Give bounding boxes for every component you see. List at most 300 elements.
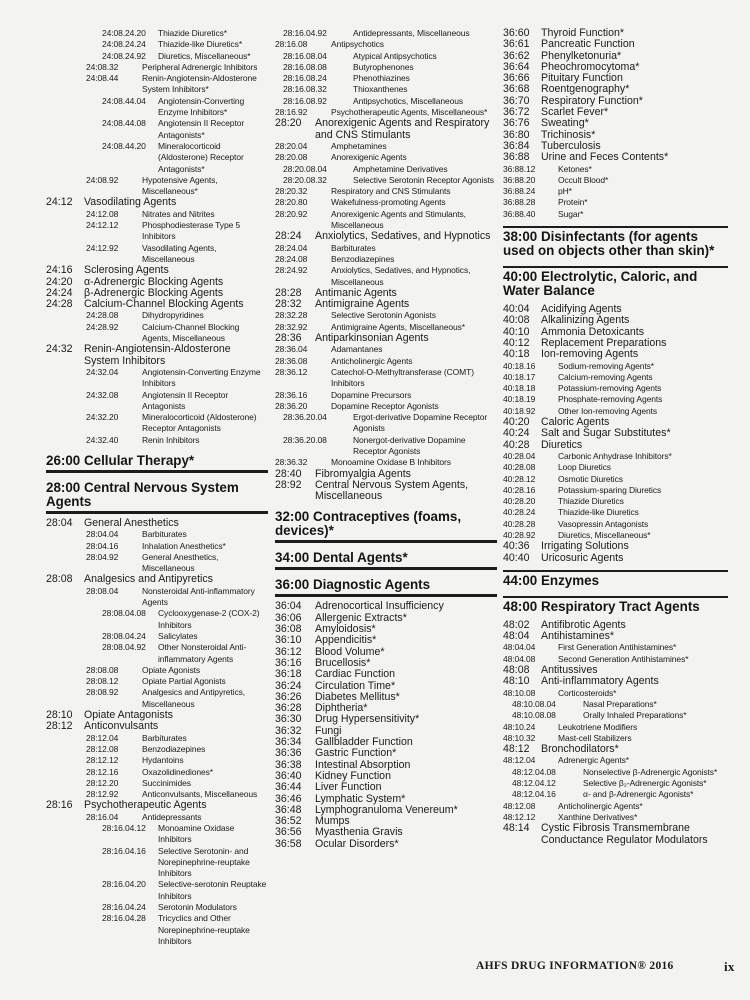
class-code: 40:24 — [503, 427, 530, 440]
toc-entry — [275, 647, 497, 658]
class-title: Anorexigenic Agents and Respiratory and CNS Stimulants — [315, 117, 490, 141]
class-code: 40:18.16 — [503, 360, 536, 371]
toc-entry — [503, 755, 728, 766]
class-code: 36:12 — [275, 645, 302, 658]
toc-entry — [46, 812, 268, 823]
toc-entry — [275, 186, 497, 197]
class-code: 40:18.18 — [503, 383, 536, 394]
class-code: 24:08.44.04 — [102, 95, 146, 106]
class-title: Butyrophenones — [353, 61, 414, 72]
toc-entry — [503, 620, 728, 631]
class-code: 40:18 — [503, 348, 530, 361]
toc-entry — [46, 541, 268, 552]
class-code: 28:24 — [275, 230, 302, 243]
class-code: 28:20 — [275, 117, 302, 130]
class-code: 48:12.04.12 — [512, 778, 556, 789]
class-title: Nasal Preparations* — [583, 698, 657, 709]
toc-entry — [46, 687, 268, 710]
class-title: Anticholinergic Agents — [331, 355, 413, 366]
toc-entry — [46, 28, 268, 39]
class-code: 36:30 — [275, 713, 302, 726]
class-title: General Anesthetics, Miscellaneous — [142, 551, 219, 574]
class-code: 40:18.17 — [503, 371, 536, 382]
class-code: 28:36.08 — [275, 355, 308, 366]
class-code: 24:08.44 — [86, 73, 119, 84]
class-title: Angiotensin II Receptor Antagonists* — [158, 118, 245, 140]
class-code: 48:02 — [503, 618, 530, 631]
class-code: 28:16.04.20 — [102, 879, 146, 890]
class-title: Dopamine Precursors — [331, 389, 412, 400]
class-code: 36:88 — [503, 151, 530, 164]
toc-entry — [46, 310, 268, 321]
class-code: 24:12.92 — [86, 242, 119, 253]
class-title: Angiotensin II Receptor Antagonists — [142, 389, 229, 411]
class-code: 48:10.32 — [503, 732, 536, 743]
class-code: 24:32.20 — [86, 412, 119, 423]
class-title: Gastric Function* — [315, 747, 397, 760]
class-title: Vasodilating Agents, Miscellaneous — [142, 242, 217, 264]
class-code: 28:08.04.08 — [102, 608, 146, 619]
class-title: Drug Hypersensitivity* — [315, 713, 420, 726]
class-code: 36:62 — [503, 49, 530, 62]
toc-entry — [46, 608, 268, 631]
class-title: Dopamine Receptor Agonists — [331, 400, 439, 411]
class-title: Catechol-O-Methyltransferase (COMT) Inhibitors — [331, 366, 474, 389]
class-code: 28:12.92 — [86, 789, 119, 800]
toc-entry — [275, 84, 497, 95]
class-code: 40:28.20 — [503, 496, 536, 507]
class-code: 36:72 — [503, 106, 530, 119]
toc-entry — [46, 552, 268, 575]
class-title: Hypotensive Agents, Miscellaneous* — [142, 174, 218, 197]
toc-entry — [503, 485, 728, 496]
toc-entry — [503, 96, 728, 107]
toc-entry — [275, 771, 497, 782]
toc-entry — [503, 541, 728, 552]
class-code: 48:10.08.08 — [512, 710, 556, 721]
page-footer — [476, 959, 735, 974]
toc-entry — [503, 519, 728, 530]
class-code: 24:32.08 — [86, 389, 119, 400]
class-title: Cyclooxygenase-2 (COX-2) Inhibitors — [158, 608, 260, 630]
class-title: Respiratory and CNS Stimulants — [331, 186, 451, 197]
class-code: 28:32.92 — [275, 321, 308, 332]
class-title: Caloric Agents — [541, 416, 610, 429]
class-title: α- and β-Adrenergic Agonists* — [583, 789, 694, 800]
class-title: Calcium-Channel Blocking Agents, Miscellaneous — [142, 321, 240, 344]
class-title: Tricyclics and Other Norepinephrine-reuptake Inhibitors — [158, 913, 250, 946]
class-title: Renin Inhibitors — [142, 434, 200, 445]
class-title: Serotonin Modulators — [158, 902, 237, 913]
toc-entry — [275, 333, 497, 344]
toc-entry — [275, 141, 497, 152]
toc-entry — [275, 344, 497, 355]
class-title: Diuretics — [541, 438, 583, 451]
class-code: 36:44 — [275, 781, 302, 794]
class-code: 28:16.04.92 — [283, 28, 327, 38]
class-code: 24:08.44.20 — [102, 140, 146, 151]
toc-entry — [503, 676, 728, 687]
class-code: 28:20.08.32 — [283, 174, 327, 185]
toc-entry — [275, 209, 497, 232]
class-code: 36:70 — [503, 94, 530, 107]
class-title: Amphetamines — [331, 140, 387, 151]
toc-entry — [503, 778, 728, 789]
class-title: Antihistamines* — [541, 630, 615, 643]
class-code: 28:08.04.92 — [102, 642, 146, 653]
toc-entry — [275, 254, 497, 265]
class-code: 28:08.04 — [86, 585, 119, 596]
class-title: Occult Blood* — [558, 174, 609, 185]
toc-entry — [503, 801, 728, 812]
class-code: 28:36.32 — [275, 457, 308, 468]
toc-entry — [275, 635, 497, 646]
class-title: Diphtheria* — [315, 702, 368, 715]
class-title: Opiate Partial Agonists — [142, 676, 226, 687]
class-code: 40:28.12 — [503, 473, 536, 484]
class-title: Tuberculosis — [541, 139, 601, 152]
class-title: Mineralocorticoid (Aldosterone) Receptor Antagonists — [142, 412, 257, 434]
toc-entry — [503, 394, 728, 405]
class-title: Selective Serotonin Agonists — [331, 310, 436, 321]
class-code: 36:88.28 — [503, 197, 536, 208]
toc-entry — [503, 688, 728, 699]
class-code: 28:24.92 — [275, 265, 308, 276]
class-code: 24:32.40 — [86, 434, 119, 445]
toc-entry — [46, 243, 268, 266]
class-code: 48:08 — [503, 664, 530, 677]
class-title: Cystic Fibrosis Transmembrane Conductance Regulator Modulators — [541, 822, 708, 846]
class-code: 48:04 — [503, 630, 530, 643]
toc-entry — [275, 152, 497, 163]
toc-entry — [503, 789, 728, 800]
class-title: Anxiolytics, Sedatives, and Hypnotics, Miscellaneous — [331, 265, 471, 287]
class-title: Amphetamine Derivatives — [353, 163, 448, 174]
section-heading: 44:00 Enzymes — [503, 570, 728, 590]
toc-entry — [46, 209, 268, 220]
class-code: 36:88.12 — [503, 163, 536, 174]
toc-entry — [46, 39, 268, 50]
class-code: 28:16.08.24 — [283, 73, 327, 84]
class-code: 36:24 — [275, 679, 302, 692]
toc-entry — [275, 164, 497, 175]
class-code: 24:28.08 — [86, 310, 119, 321]
class-code: 28:36.20 — [275, 400, 308, 411]
toc-entry — [503, 349, 728, 360]
class-code: 28:04.04 — [86, 529, 119, 540]
toc-entry — [275, 839, 497, 850]
class-title: Antifibrotic Agents — [541, 618, 626, 631]
class-code: 40:08 — [503, 314, 530, 327]
class-title: Adrenergic Agents* — [558, 755, 629, 766]
class-title: Diuretics, Miscellaneous* — [158, 50, 251, 61]
class-title: Psychotherapeutic Agents — [84, 799, 207, 812]
class-title: Psychotherapeutic Agents, Miscellaneous* — [331, 107, 488, 118]
class-code: 24:08.24.24 — [102, 39, 146, 50]
class-code: 40:18.19 — [503, 394, 536, 405]
class-title: Vasopressin Antagonists — [558, 518, 649, 529]
toc-entry — [275, 390, 497, 401]
toc-entry — [46, 574, 268, 585]
class-title: Angiotensin-Converting Enzyme Inhibitors — [142, 366, 261, 389]
class-code: 48:04.04 — [503, 642, 536, 653]
class-title: Orally Inhaled Preparations* — [583, 710, 687, 721]
class-title: Salt and Sugar Substitutes* — [541, 427, 671, 440]
class-code: 28:16.92 — [275, 107, 308, 118]
toc-entry — [503, 654, 728, 665]
class-title: Mineralocorticoid (Aldosterone) Receptor Antagonists* — [158, 140, 244, 174]
class-title: Scarlet Fever* — [541, 106, 609, 119]
class-code: 28:20.04 — [275, 140, 308, 151]
class-code: 28:36.20.08 — [283, 434, 327, 445]
toc-entry — [503, 553, 728, 564]
class-title: Mumps — [315, 815, 350, 828]
class-title: Appendicitis* — [315, 634, 377, 647]
class-code: 28:10 — [46, 709, 73, 722]
class-title: Other Nonsteroidal Anti-inflammatory Agents — [158, 642, 247, 664]
class-code: 28:20.08 — [275, 152, 308, 163]
toc-entry — [503, 372, 728, 383]
class-title: Angiotensin-Converting Enzyme Inhibitors* — [158, 95, 245, 118]
toc-entry — [275, 714, 497, 725]
class-code: 36:40 — [275, 769, 302, 782]
class-code: 28:12.20 — [86, 777, 119, 788]
class-code: 24:08.44.08 — [102, 118, 146, 129]
toc-column-1 — [46, 28, 268, 947]
class-title: Central Nervous System Agents, Miscellaneous — [315, 478, 469, 503]
class-code: 24:12.08 — [86, 208, 119, 219]
class-code: 28:16 — [46, 799, 73, 812]
class-title: Anorexigenic Agents — [331, 152, 407, 163]
class-title: Thyroid Function* — [541, 27, 625, 39]
toc-entry — [503, 164, 728, 175]
class-title: Uricosuric Agents — [541, 551, 624, 564]
toc-entry — [503, 462, 728, 473]
class-code: 40:36 — [503, 540, 530, 553]
toc-entry — [46, 62, 268, 73]
toc-entry — [503, 642, 728, 653]
class-code: 40:28 — [503, 438, 530, 451]
class-title: Urine and Feces Contents* — [541, 151, 669, 164]
class-code: 28:36.12 — [275, 366, 308, 377]
class-code: 28:08.12 — [86, 676, 119, 687]
class-title: Phosphodiesterase Type 5 Inhibitors — [142, 220, 241, 242]
class-code: 28:16.04 — [86, 811, 119, 822]
page-number: ix — [724, 959, 735, 974]
class-code: 28:04.92 — [86, 551, 119, 562]
toc-entry — [503, 107, 728, 118]
class-title: First Generation Antihistamines* — [558, 642, 677, 653]
class-title: Nonsteroidal Anti-inflammatory Agents — [142, 585, 255, 608]
class-title: Vasodilating Agents — [84, 196, 177, 209]
class-code: 28:04 — [46, 516, 73, 529]
toc-entry — [275, 73, 497, 84]
class-code: 28:32.28 — [275, 310, 308, 321]
class-code: 28:24.08 — [275, 253, 308, 264]
class-title: Renin-Angiotensin-Aldosterone System Inhibitors — [84, 343, 231, 367]
toc-entry — [46, 823, 268, 846]
class-title: Peripheral Adrenergic Inhibitors — [142, 61, 258, 72]
toc-entry — [46, 767, 268, 778]
class-code: 36:88.20 — [503, 174, 536, 185]
toc-entry — [275, 692, 497, 703]
class-code: 24:32.04 — [86, 366, 119, 377]
class-title: Myasthenia Gravis — [315, 826, 403, 839]
class-title: Phenylketonuria* — [541, 49, 622, 62]
class-code: 28:36.20.04 — [283, 412, 327, 423]
toc-entry — [46, 390, 268, 413]
class-title: Leukotriene Modifiers — [558, 721, 638, 732]
toc-entry — [46, 913, 268, 947]
class-code: 28:12.12 — [86, 755, 119, 766]
toc-entry — [503, 152, 728, 163]
class-code: 28:16.08.04 — [283, 50, 327, 61]
class-title: pH* — [558, 186, 572, 197]
toc-entry — [503, 406, 728, 417]
class-title: Respiratory Function* — [541, 94, 643, 107]
class-title: Sodium-removing Agents* — [558, 360, 654, 371]
toc-entry — [503, 631, 728, 642]
class-code: 48:10.08.04 — [512, 698, 556, 709]
class-title: Calcium-Channel Blocking Agents — [84, 298, 244, 311]
toc-entry — [503, 39, 728, 50]
class-title: Diuretics, Miscellaneous* — [558, 529, 651, 540]
class-code: 28:20.08.04 — [283, 163, 327, 174]
class-title: Barbiturates — [142, 732, 187, 743]
toc-entry — [503, 823, 728, 846]
class-code: 28:16.04.16 — [102, 845, 146, 856]
class-code: 36:46 — [275, 792, 302, 805]
class-title: Antidepressants, Miscellaneous — [353, 28, 470, 38]
class-code: 28:16.08.08 — [283, 61, 327, 72]
class-title: Osmotic Diuretics — [558, 473, 623, 484]
class-code: 36:76 — [503, 117, 530, 130]
toc-entry — [46, 518, 268, 529]
toc-entry — [46, 175, 268, 198]
class-title: Brucellosis* — [315, 656, 371, 669]
class-title: Fibromyalgia Agents — [315, 467, 411, 480]
toc-entry — [46, 721, 268, 732]
class-title: Barbiturates — [142, 529, 187, 540]
section-heading: 28:00 Central Nervous System Agents — [46, 481, 268, 514]
toc-entry — [503, 315, 728, 326]
class-code: 24:16 — [46, 264, 73, 277]
class-code: 28:12.16 — [86, 766, 119, 777]
toc-entry — [46, 879, 268, 902]
class-title: Nonergot-derivative Dopamine Receptor Agonists — [353, 434, 466, 456]
toc-entry — [503, 722, 728, 733]
class-code: 36:36 — [275, 747, 302, 760]
class-title: Fungi — [315, 724, 342, 737]
toc-entry — [503, 744, 728, 755]
class-title: Selective Serotonin- and Norepinephrine-reuptake Inhibitors — [158, 845, 250, 879]
class-title: Allergenic Extracts* — [315, 611, 407, 624]
class-title: Pituitary Function — [541, 72, 623, 85]
class-title: Opiate Agonists — [142, 664, 201, 675]
class-title: Loop Diuretics — [558, 462, 611, 473]
class-code: 36:16 — [275, 656, 302, 669]
toc-entry — [503, 361, 728, 372]
class-title: Ammonia Detoxicants — [541, 325, 645, 338]
class-title: α-Adrenergic Blocking Agents — [84, 275, 224, 288]
class-title: Ergot-derivative Dopamine Receptor Agonists — [353, 412, 488, 434]
toc-column-2 — [275, 28, 497, 850]
class-title: Inhalation Anesthetics* — [142, 540, 226, 551]
class-title: Replacement Preparations — [541, 336, 667, 349]
class-code: 24:28 — [46, 298, 73, 311]
toc-entry — [275, 435, 497, 458]
class-code: 24:32 — [46, 343, 73, 356]
toc-entry — [503, 507, 728, 518]
class-title: Antidepressants — [142, 811, 202, 822]
class-code: 36:58 — [275, 837, 302, 850]
class-code: 28:36.16 — [275, 389, 308, 400]
class-title: Thiazide Diuretics* — [158, 28, 227, 38]
toc-entry — [275, 197, 497, 208]
class-title: Selective-serotonin Reuptake Inhibitors — [158, 879, 267, 901]
class-title: β-Adrenergic Blocking Agents — [84, 286, 224, 299]
class-code: 28:36.04 — [275, 344, 308, 355]
toc-entry — [503, 496, 728, 507]
class-code: 36:04 — [275, 600, 302, 613]
toc-entry — [275, 613, 497, 624]
class-code: 36:84 — [503, 139, 530, 152]
toc-entry — [275, 118, 497, 141]
toc-entry — [503, 186, 728, 197]
toc-entry — [275, 401, 497, 412]
class-code: 40:28.28 — [503, 518, 536, 529]
class-title: Monoamine Oxidase B Inhibitors — [331, 457, 451, 468]
toc-entry — [503, 118, 728, 129]
toc-entry — [275, 231, 497, 242]
toc-entry — [46, 846, 268, 880]
class-title: Analgesics and Antipyretics — [84, 573, 213, 586]
class-title: Sugar* — [558, 208, 584, 219]
toc-entry — [46, 51, 268, 62]
class-code: 36:66 — [503, 72, 530, 85]
toc-entry — [275, 299, 497, 310]
toc-column-3 — [503, 28, 728, 846]
class-title: Trichinosis* — [541, 128, 596, 141]
class-code: 28:08 — [46, 573, 73, 586]
class-title: Analgesics and Antipyretics, Miscellaneous — [142, 687, 246, 709]
toc-entry — [46, 412, 268, 435]
class-code: 28:24.04 — [275, 242, 308, 253]
class-title: Antimigraine Agents, Miscellaneous* — [331, 321, 465, 332]
class-code: 36:34 — [275, 736, 302, 749]
toc-entry — [275, 669, 497, 680]
toc-entry — [275, 827, 497, 838]
toc-entry — [46, 344, 268, 367]
class-code: 28:12 — [46, 720, 73, 733]
toc-entry — [503, 175, 728, 186]
toc-entry — [275, 624, 497, 635]
class-title: Ocular Disorders* — [315, 837, 399, 850]
class-title: Anti-inflammatory Agents — [541, 675, 659, 688]
class-title: Kidney Function — [315, 769, 391, 782]
class-code: 36:64 — [503, 60, 530, 73]
class-title: Antitussives — [541, 664, 598, 677]
toc-entry — [503, 767, 728, 778]
toc-entry — [503, 440, 728, 451]
class-title: Opiate Antagonists — [84, 709, 173, 722]
class-title: Circulation Time* — [315, 679, 396, 692]
section-heading: 38:00 Disinfectants (for agents used on objects other than skin)* — [503, 226, 728, 260]
class-code: 36:10 — [275, 634, 302, 647]
class-code: 28:16.04.24 — [102, 902, 146, 913]
toc-entry — [503, 474, 728, 485]
toc-entry — [46, 800, 268, 811]
